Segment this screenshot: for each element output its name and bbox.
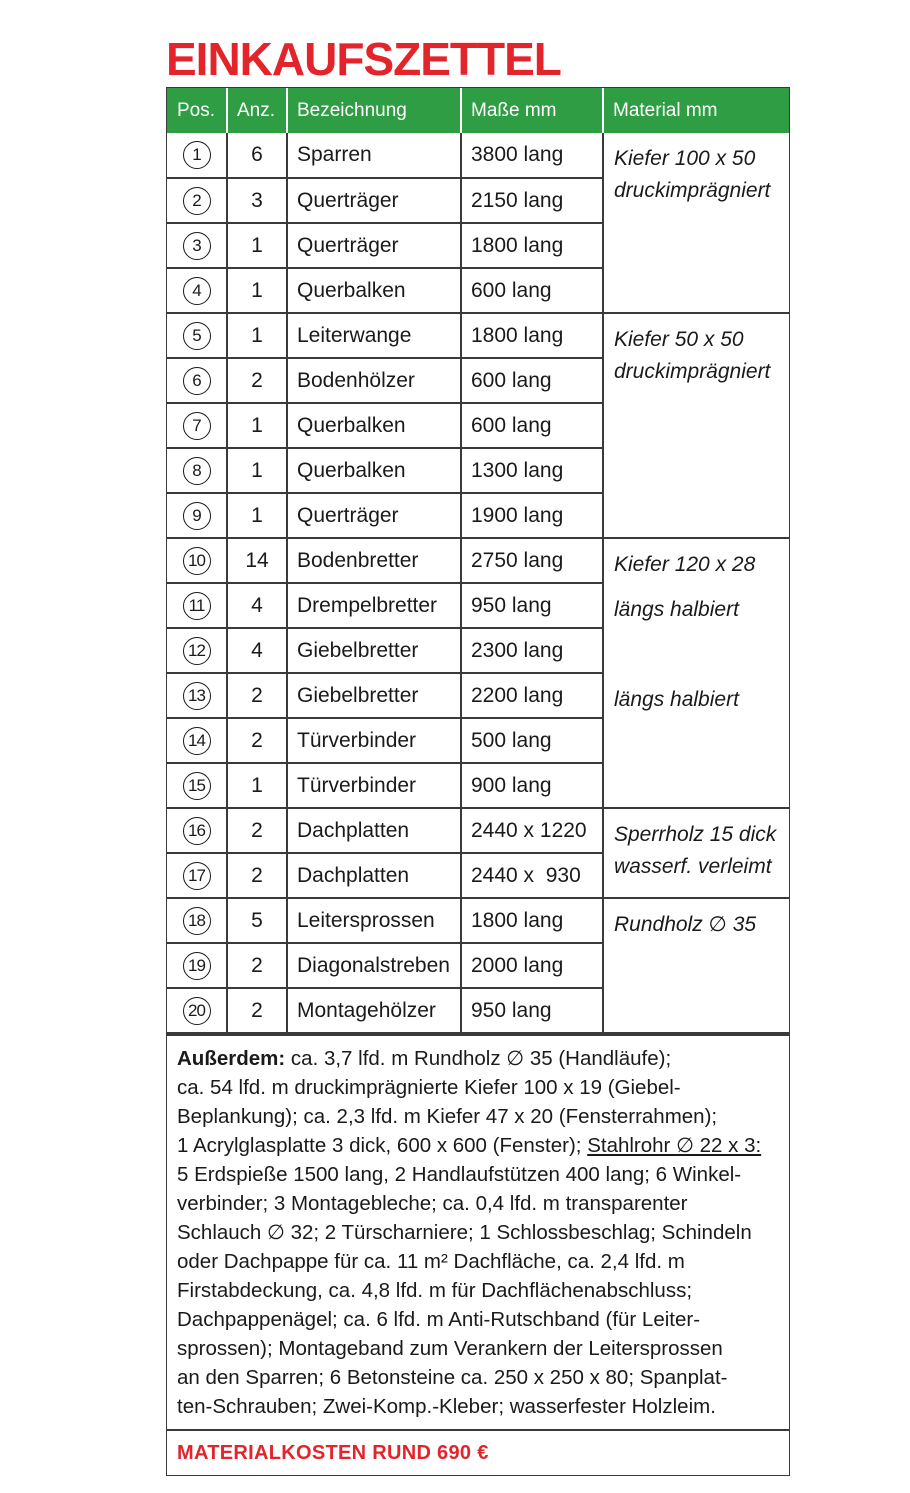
quantity-cell: 3 xyxy=(227,178,287,223)
material-line: Kiefer 120 x 28 xyxy=(614,553,756,576)
material-cell xyxy=(603,898,789,1033)
dimension-cell: 1800 lang xyxy=(461,898,603,943)
material-line: längs halbiert xyxy=(614,598,739,621)
dimension-cell: 900 lang xyxy=(461,763,603,808)
shopping-list-panel xyxy=(166,87,790,1476)
table-header-row xyxy=(167,88,789,133)
dimension-cell: 2440 x 1220 xyxy=(461,808,603,853)
description-cell: Leiterwange xyxy=(287,313,461,358)
quantity-cell: 1 xyxy=(227,493,287,538)
page-title: EINKAUFSZETTEL xyxy=(166,33,561,85)
quantity-cell: 1 xyxy=(227,763,287,808)
note-text: ca. 3,7 lfd. m Rundholz ∅ 35 (Handläufe); xyxy=(285,1047,672,1070)
quantity-cell: 2 xyxy=(227,718,287,763)
quantity-cell: 1 xyxy=(227,448,287,493)
material-line: längs halbiert xyxy=(614,688,739,711)
material-cell xyxy=(603,538,789,808)
pos-number-badge: 18 xyxy=(183,907,211,935)
header-masse: Maße mm xyxy=(461,88,603,133)
material-line: wasserf. verleimt xyxy=(614,855,772,878)
header-pos: Pos. xyxy=(167,88,227,133)
description-cell: Bodenhölzer xyxy=(287,358,461,403)
pos-cell xyxy=(167,358,227,403)
dimension-cell: 2750 lang xyxy=(461,538,603,583)
pos-number-badge: 20 xyxy=(183,997,211,1025)
quantity-cell: 2 xyxy=(227,943,287,988)
quantity-cell: 5 xyxy=(227,898,287,943)
dimension-cell: 3800 lang xyxy=(461,133,603,178)
note-text: Schlauch ∅ 32; 2 Türscharniere; 1 Schlossbeschlag; Schindeln xyxy=(177,1221,752,1244)
pos-number-badge: 19 xyxy=(183,952,211,980)
dimension-cell: 950 lang xyxy=(461,583,603,628)
note-text: sprossen); Montageband zum Verankern der Leitersprossen xyxy=(177,1337,723,1360)
pos-cell xyxy=(167,268,227,313)
material-line: druckimprägniert xyxy=(614,360,771,383)
notes-label: Außerdem: xyxy=(177,1047,286,1070)
description-cell: Dachplatten xyxy=(287,808,461,853)
description-cell: Leitersprossen xyxy=(287,898,461,943)
pos-cell xyxy=(167,943,227,988)
pos-cell xyxy=(167,403,227,448)
dimension-cell: 2300 lang xyxy=(461,628,603,673)
material-cell xyxy=(603,808,789,898)
description-cell: Türverbinder xyxy=(287,718,461,763)
pos-cell xyxy=(167,718,227,763)
description-cell: Sparren xyxy=(287,133,461,178)
material-line: druckimprägniert xyxy=(614,179,771,202)
total-cost: MATERIALKOSTEN RUND 690 € xyxy=(167,1429,789,1475)
description-cell: Querbalken xyxy=(287,403,461,448)
pos-number-badge: 10 xyxy=(183,547,211,575)
material-line: Kiefer 50 x 50 xyxy=(614,328,744,351)
note-text: oder Dachpappe für ca. 11 m² Dachfläche, ca. 2,4 lfd. m xyxy=(177,1250,685,1273)
table-row xyxy=(167,133,789,178)
materials-table xyxy=(167,88,789,1034)
pos-cell xyxy=(167,628,227,673)
pos-number-badge: 11 xyxy=(183,592,211,620)
pos-number-badge: 8 xyxy=(183,457,211,485)
dimension-cell: 1800 lang xyxy=(461,223,603,268)
pos-number-badge: 7 xyxy=(183,412,211,440)
quantity-cell: 2 xyxy=(227,808,287,853)
pos-cell xyxy=(167,583,227,628)
pos-cell xyxy=(167,673,227,718)
table-row xyxy=(167,313,789,358)
pos-cell xyxy=(167,223,227,268)
description-cell: Montagehölzer xyxy=(287,988,461,1033)
quantity-cell: 2 xyxy=(227,988,287,1033)
note-text: Beplankung); ca. 2,3 lfd. m Kiefer 47 x 20 (Fensterrahmen); xyxy=(177,1105,718,1128)
note-text: verbinder; 3 Montagebleche; ca. 0,4 lfd. m transparenter xyxy=(177,1192,688,1215)
dimension-cell: 600 lang xyxy=(461,403,603,448)
note-text: an den Sparren; 6 Betonsteine ca. 250 x 250 x 80; Spanplat- xyxy=(177,1366,728,1389)
dimension-cell: 1900 lang xyxy=(461,493,603,538)
table-row xyxy=(167,898,789,943)
pos-cell xyxy=(167,133,227,178)
note-text: Firstabdeckung, ca. 4,8 lfd. m für Dachflächenabschluss; xyxy=(177,1279,693,1302)
table-row xyxy=(167,538,789,583)
pos-number-badge: 4 xyxy=(183,277,211,305)
pos-cell xyxy=(167,808,227,853)
description-cell: Querbalken xyxy=(287,448,461,493)
dimension-cell: 2150 lang xyxy=(461,178,603,223)
additional-materials-note xyxy=(167,1034,789,1429)
description-cell: Querträger xyxy=(287,178,461,223)
quantity-cell: 1 xyxy=(227,313,287,358)
table-row xyxy=(167,808,789,853)
pos-cell xyxy=(167,313,227,358)
pos-number-badge: 16 xyxy=(183,817,211,845)
note-text-underlined: Stahlrohr ∅ 22 x 3: xyxy=(587,1134,762,1157)
dimension-cell: 2000 lang xyxy=(461,943,603,988)
quantity-cell: 6 xyxy=(227,133,287,178)
material-line: Sperrholz 15 dick xyxy=(614,823,777,846)
quantity-cell: 2 xyxy=(227,358,287,403)
pos-number-badge: 1 xyxy=(183,141,211,169)
note-text: 1 Acrylglasplatte 3 dick, 600 x 600 (Fenster); xyxy=(177,1134,588,1157)
dimension-cell: 950 lang xyxy=(461,988,603,1033)
pos-number-badge: 9 xyxy=(183,502,211,530)
pos-cell xyxy=(167,178,227,223)
note-text: Dachpappenägel; ca. 6 lfd. m Anti-Rutschband (für Leiter- xyxy=(177,1308,701,1331)
dimension-cell: 2200 lang xyxy=(461,673,603,718)
description-cell: Türverbinder xyxy=(287,763,461,808)
dimension-cell: 500 lang xyxy=(461,718,603,763)
material-line: Kiefer 100 x 50 xyxy=(614,147,756,170)
pos-cell xyxy=(167,988,227,1033)
description-cell: Dachplatten xyxy=(287,853,461,898)
dimension-cell: 1300 lang xyxy=(461,448,603,493)
note-text: 5 Erdspieße 1500 lang, 2 Handlaufstützen 400 lang; 6 Winkel- xyxy=(177,1163,742,1186)
quantity-cell: 14 xyxy=(227,538,287,583)
header-anz: Anz. xyxy=(227,88,287,133)
material-cell xyxy=(603,313,789,538)
header-bezeichnung: Bezeichnung xyxy=(287,88,461,133)
note-text: ten-Schrauben; Zwei-Komp.-Kleber; wasserfester Holzleim. xyxy=(177,1395,716,1418)
pos-number-badge: 3 xyxy=(183,232,211,260)
pos-number-badge: 13 xyxy=(183,682,211,710)
description-cell: Diagonalstreben xyxy=(287,943,461,988)
quantity-cell: 1 xyxy=(227,268,287,313)
quantity-cell: 1 xyxy=(227,223,287,268)
description-cell: Bodenbretter xyxy=(287,538,461,583)
quantity-cell: 4 xyxy=(227,583,287,628)
quantity-cell: 1 xyxy=(227,403,287,448)
pos-cell xyxy=(167,898,227,943)
header-material: Material mm xyxy=(603,88,789,133)
description-cell: Querträger xyxy=(287,223,461,268)
pos-number-badge: 15 xyxy=(183,772,211,800)
dimension-cell: 1800 lang xyxy=(461,313,603,358)
pos-cell xyxy=(167,538,227,583)
quantity-cell: 2 xyxy=(227,853,287,898)
pos-number-badge: 14 xyxy=(183,727,211,755)
quantity-cell: 4 xyxy=(227,628,287,673)
description-cell: Giebelbretter xyxy=(287,673,461,718)
description-cell: Giebelbretter xyxy=(287,628,461,673)
dimension-cell: 600 lang xyxy=(461,268,603,313)
description-cell: Querbalken xyxy=(287,268,461,313)
quantity-cell: 2 xyxy=(227,673,287,718)
material-cell xyxy=(603,133,789,313)
description-cell: Querträger xyxy=(287,493,461,538)
pos-number-badge: 6 xyxy=(183,367,211,395)
description-cell: Drempelbretter xyxy=(287,583,461,628)
dimension-cell: 2440 x 930 xyxy=(461,853,603,898)
pos-cell xyxy=(167,493,227,538)
pos-number-badge: 12 xyxy=(183,637,211,665)
pos-number-badge: 5 xyxy=(183,322,211,350)
pos-number-badge: 2 xyxy=(183,187,211,215)
pos-cell xyxy=(167,853,227,898)
note-text: ca. 54 lfd. m druckimprägnierte Kiefer 100 x 19 (Giebel- xyxy=(177,1076,681,1099)
pos-cell xyxy=(167,763,227,808)
dimension-cell: 600 lang xyxy=(461,358,603,403)
material-line: Rundholz ∅ 35 xyxy=(614,913,757,936)
pos-cell xyxy=(167,448,227,493)
pos-number-badge: 17 xyxy=(183,862,211,890)
